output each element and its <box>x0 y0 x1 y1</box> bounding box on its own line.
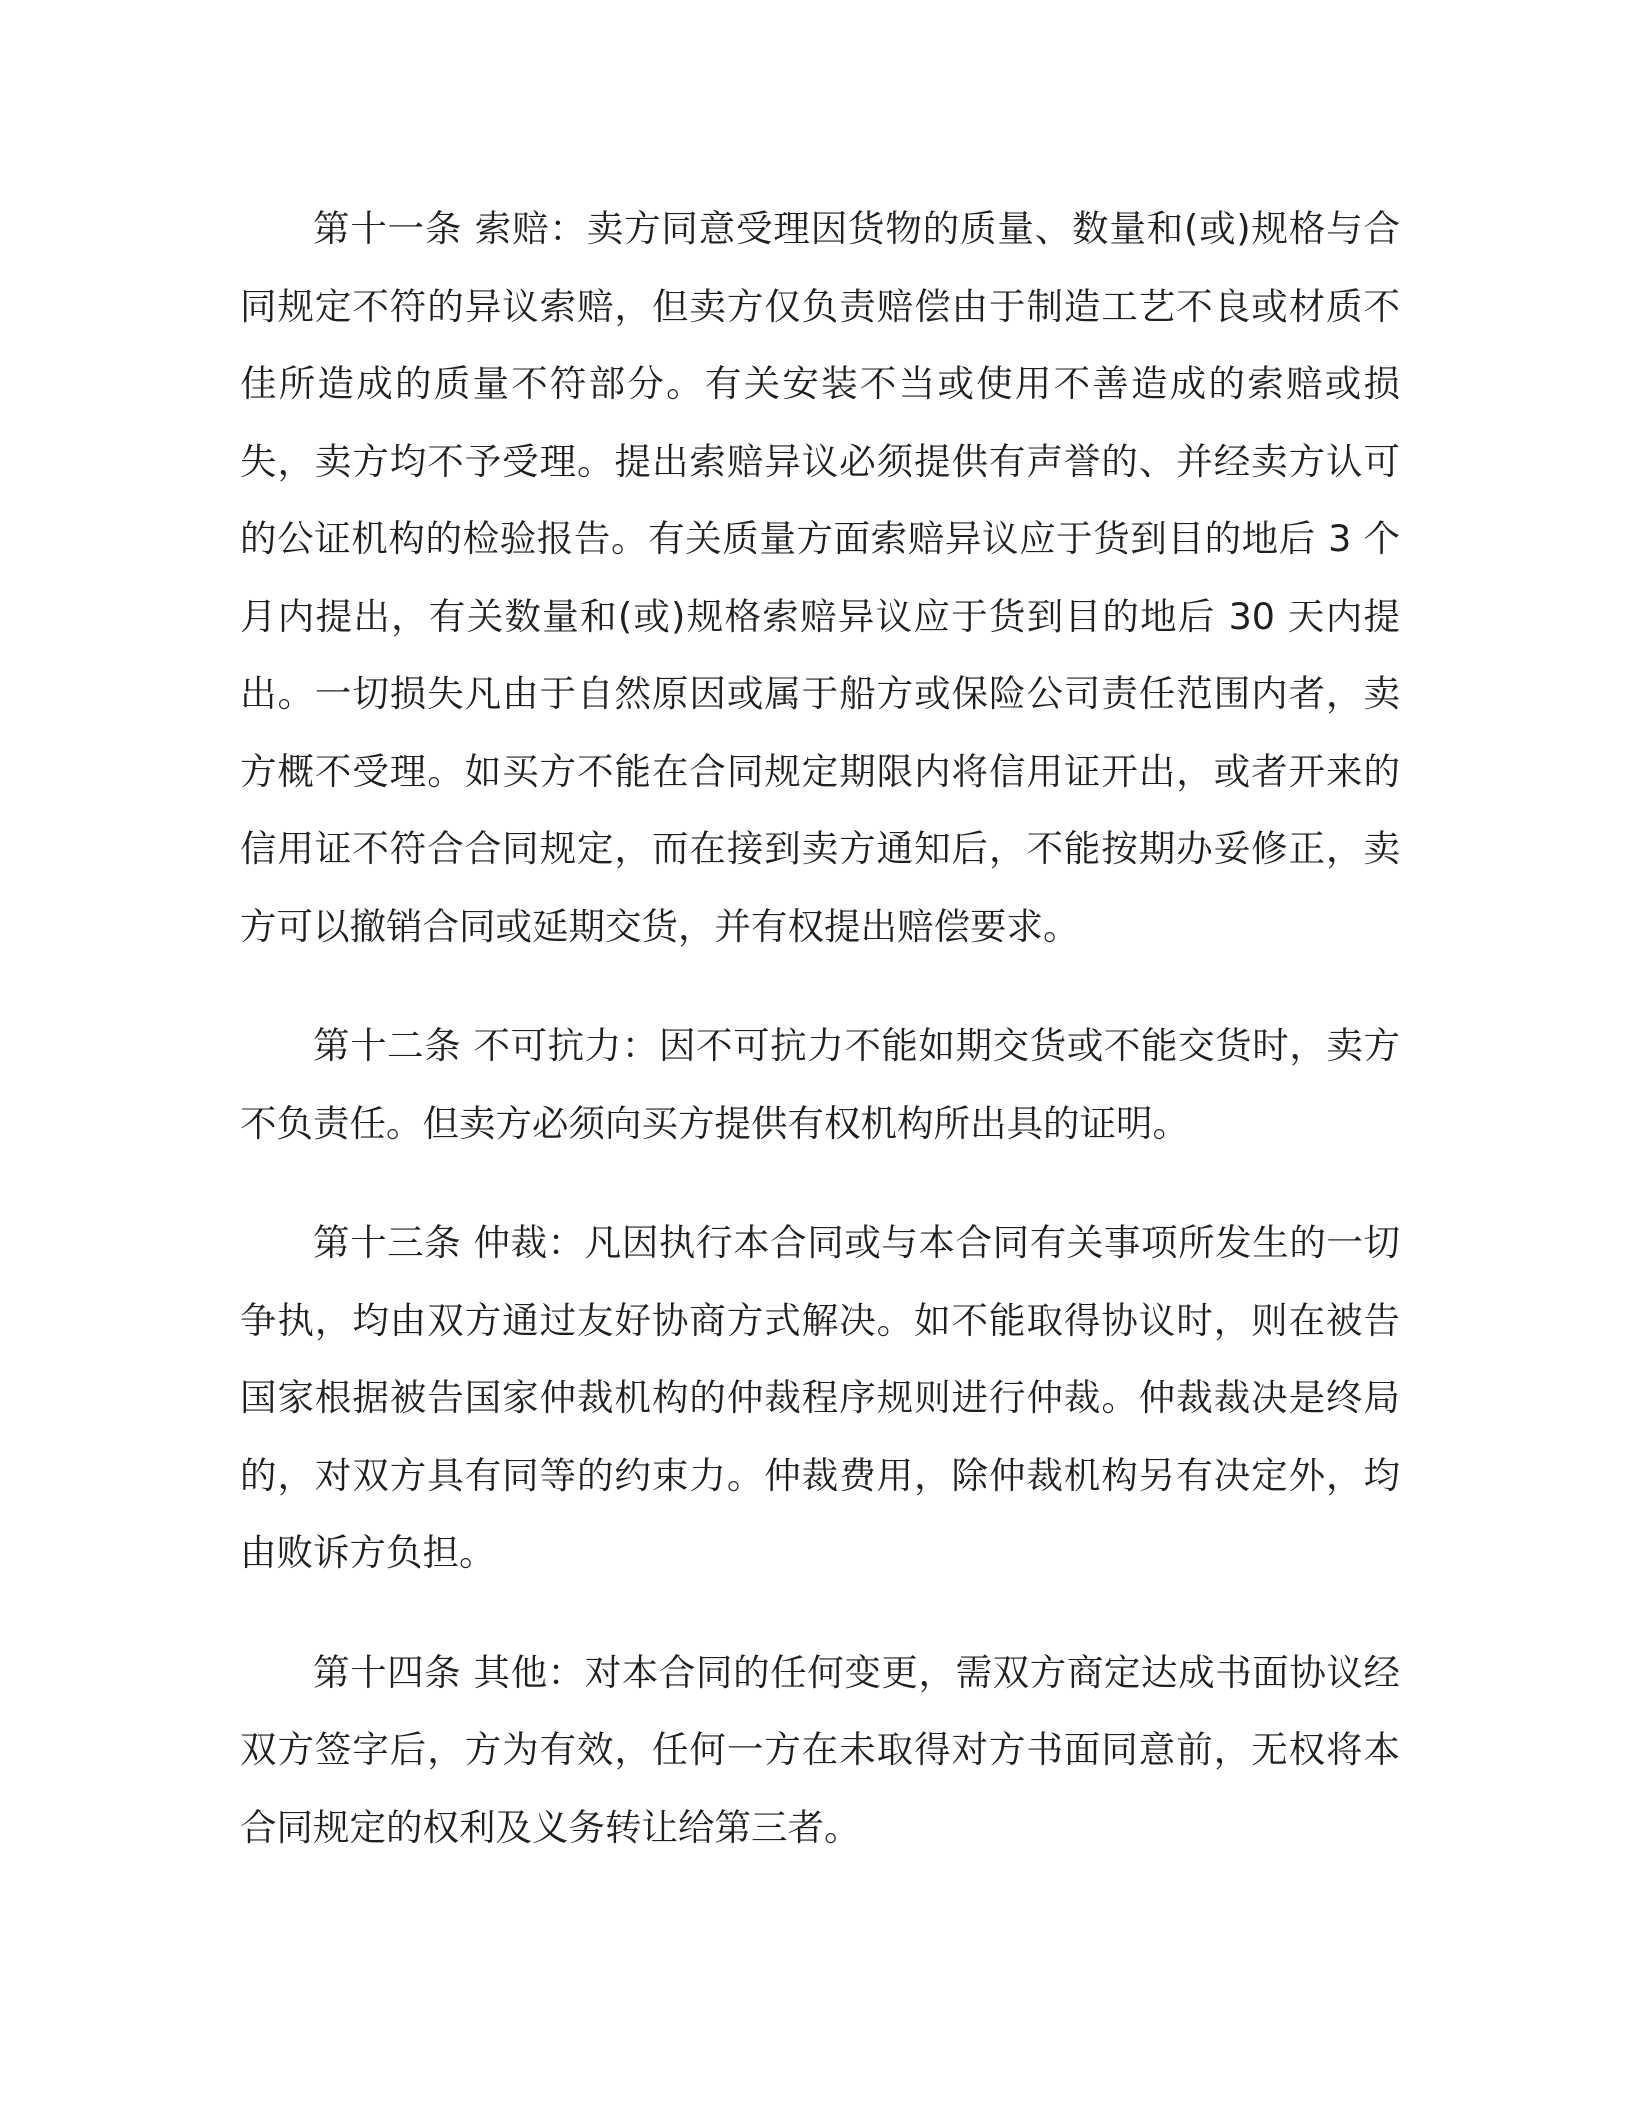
contract-text <box>240 190 1400 1866</box>
article-13 <box>240 1204 1400 1592</box>
article-11 <box>240 190 1400 965</box>
article-14 <box>240 1634 1400 1867</box>
article-12-heading: 第十二条 不可抗力： <box>313 1024 659 1067</box>
article-13-heading: 第十三条 仲裁： <box>313 1221 585 1264</box>
article-14-body: 对本合同的任何变更，需双方商定达成书面协议经双方签字后，方为有效，任何一方在未取得对方书面同意前，无权将本合同规定的权利及义务转让给第三者。 <box>240 1650 1400 1849</box>
article-11-heading: 第十一条 索赔： <box>313 207 587 250</box>
article-11-body: 卖方同意受理因货物的质量、数量和(或)规格与合同规定不符的异议索赔，但卖方仅负责赔偿由于制造工艺不良或材质不佳所造成的质量不符部分。有关安装不当或使用不善造成的索赔或损失，卖方均不予受理。提出索赔异议必须提供有声誉的、并经卖方认可的公证机构的检验报告。有关质量方面索赔异议应于货到目的地后 3 个月内提出，有关数量和(或)规格索赔异议应于货到目的地后 30 天内提出。一切损失凡由于自然原因或属于船方或保险公司责任范围内者，卖方概不受理。如买方不能在合同规定期限内将信用证开出，或者开来的信用证不符合合同规定，而在接到卖方通知后，不能按期办妥修正，卖方可以撤销合同或延期交货，并有权提出赔偿要求。 <box>240 207 1400 948</box>
article-14-heading: 第十四条 其他： <box>313 1650 585 1694</box>
article-12 <box>240 1007 1400 1162</box>
article-12-body: 因不可抗力不能如期交货或不能交货时，卖方不负责任。但卖方必须向买方提供有权机构所出具的证明。 <box>240 1024 1401 1145</box>
article-13-body: 凡因执行本合同或与本合同有关事项所发生的一切争执，均由双方通过友好协商方式解决。如不能取得协议时，则在被告国家根据被告国家仲裁机构的仲裁程序规则进行仲裁。仲裁裁决是终局的，对双方具有同等的约束力。仲裁费用，除仲裁机构另有决定外，均由败诉方负担。 <box>240 1221 1400 1574</box>
